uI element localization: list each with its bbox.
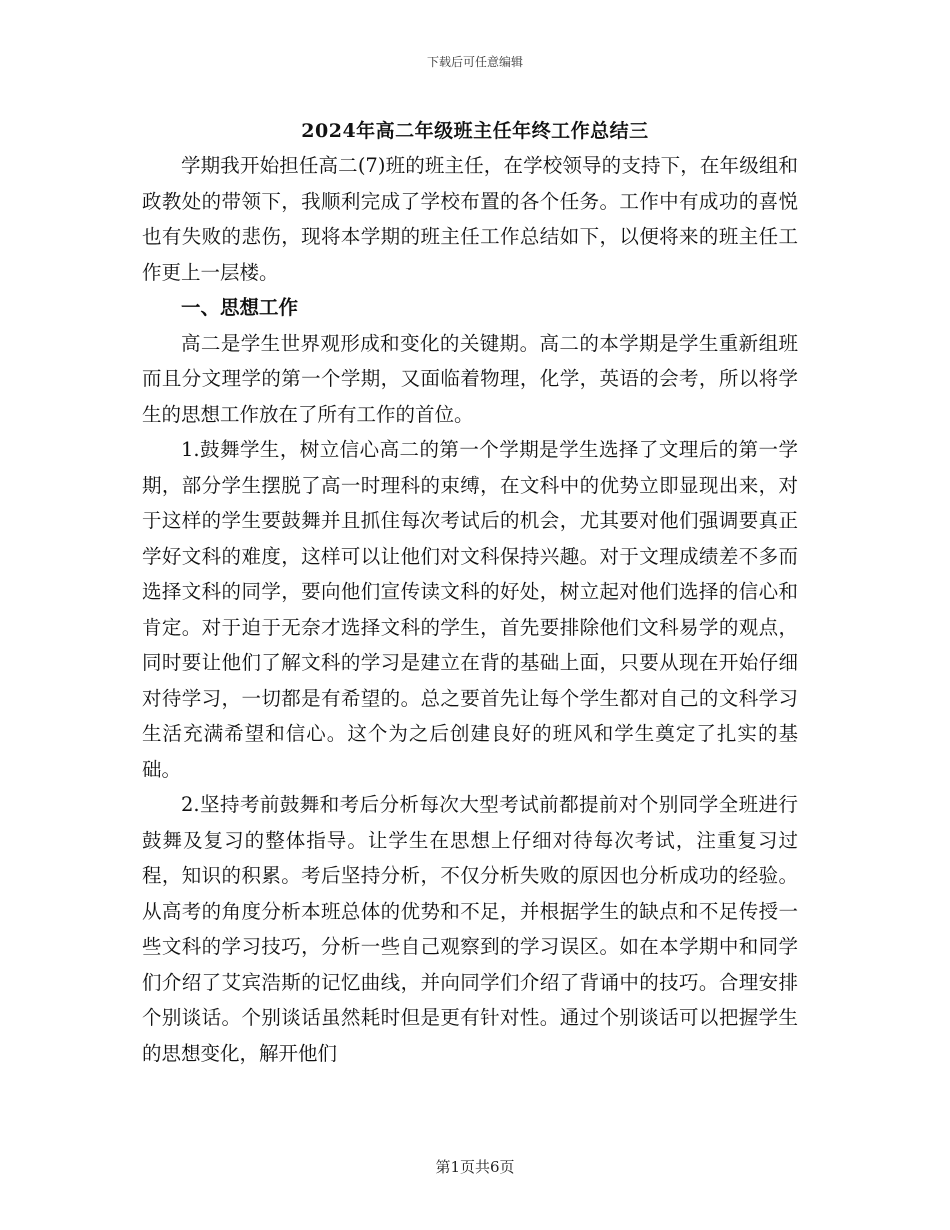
page-header-note: 下载后可任意编辑 [426,55,523,69]
section-heading: 一、思想工作 [181,296,299,319]
paragraph-intro: 学期我开始担任高二(7)班的班主任，在学校领导的支持下，在年级组和政教处的带领下，我顺利完成了学校布置的各个任务。工作中有成功的喜悦也有失败的悲伤，现将本学期的班主任工作总结如下，以便将来的班主任工作更上一层楼。 [142,154,798,284]
document-body [142,148,798,1071]
page-number: 第1页共6页 [435,1158,515,1176]
paragraph: 2.坚持考前鼓舞和考后分析每次大型考试前都提前对个别同学全班进行鼓舞及复习的整体指导。让学生在思想上仔细对待每次考试，注重复习过程，知识的积累。考后坚持分析，不仅分析失败的原因也分析成功的经验。从高考的角度分析本班总体的优势和不足，并根据学生的缺点和不足传授一些文科的学习技巧，分析一些自己观察到的学习误区。如在本学期中和同学们介绍了艾宾浩斯的记忆曲线，并向同学们介绍了背诵中的技巧。合理安排个别谈话。个别谈话虽然耗时但是更有针对性。通过个别谈话可以把握学生的思想变化，解开他们 [142,793,798,1065]
paragraph: 1.鼓舞学生，树立信心高二的第一个学期是学生选择了文理后的第一学期，部分学生摆脱了高一时理科的束缚，在文科中的优势立即显现出来，对于这样的学生要鼓舞并且抓住每次考试后的机会，尤其要对他们强调要真正学好文科的难度，这样可以让他们对文科保持兴趣。对于文理成绩差不多而选择文科的同学，要向他们宣传读文科的好处，树立起对他们选择的信心和肯定。对于迫于无奈才选择文科的学生，首先要排除他们文科易学的观点，同时要让他们了解文科的学习是建立在背的基础上面，只要从现在开始仔细对待学习，一切都是有希望的。总之要首先让每个学生都对自己的文科学习生活充满希望和信心。这个为之后创建良好的班风和学生奠定了扎实的基础。 [142,438,798,781]
document-title: 2024年高二年级班主任年终工作总结三 [301,120,649,142]
paragraph: 高二是学生世界观形成和变化的关键期。高二的本学期是学生重新组班而且分文理学的第一个学期，又面临着物理，化学，英语的会考，所以将学生的思想工作放在了所有工作的首位。 [142,331,798,426]
